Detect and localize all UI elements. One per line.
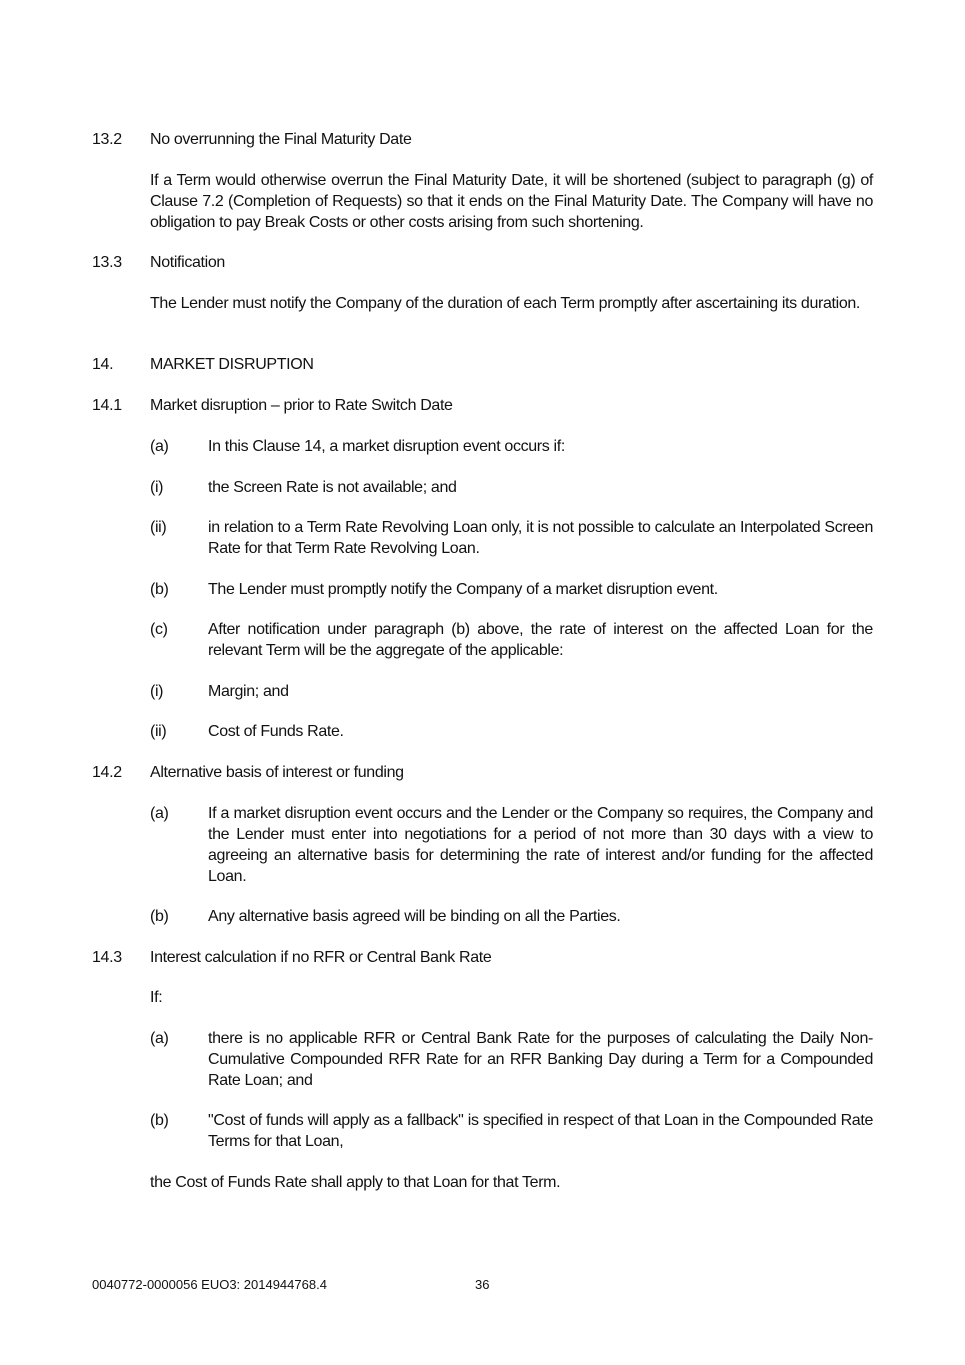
clause-number: 13.2 bbox=[92, 131, 122, 148]
item-label: (c) bbox=[150, 621, 168, 638]
item-label: (b) bbox=[150, 1112, 169, 1129]
item-text: Any alternative basis agreed will be binding on all the Parties. bbox=[208, 908, 621, 925]
clause-heading: Alternative basis of interest or funding bbox=[150, 764, 404, 781]
item-label: (i) bbox=[150, 479, 164, 496]
clause-text: If a Term would otherwise overrun the Final Maturity Date, it will be shortened (subject to paragraph (g) of Clause 7.2 (Completion of Requests) so that it ends on the Final Maturity Date. The Company will have no obligation to pay Break Costs or other costs arising from such shortening. bbox=[150, 172, 873, 231]
clause-number: 14.1 bbox=[92, 397, 122, 414]
item-text: in relation to a Term Rate Revolving Loan only, it is not possible to calculate an Interpolated Screen Rate for that Term Rate Revolving Loan. bbox=[208, 519, 873, 557]
item-label: (a) bbox=[150, 438, 169, 455]
clause-heading: Market disruption – prior to Rate Switch Date bbox=[150, 397, 453, 414]
item-text: In this Clause 14, a market disruption event occurs if: bbox=[208, 438, 565, 455]
item-text: The Lender must promptly notify the Company of a market disruption event. bbox=[208, 581, 718, 598]
item-label: (ii) bbox=[150, 519, 167, 536]
section-heading: MARKET DISRUPTION bbox=[150, 356, 314, 373]
document-reference: 0040772-0000056 EUO3: 2014944768.4 bbox=[92, 1277, 327, 1292]
item-text: Margin; and bbox=[208, 683, 289, 700]
item-text: After notification under paragraph (b) above, the rate of interest on the affected Loan for the relevant Term will be the aggregate of the applicable: bbox=[208, 621, 873, 659]
clause-heading: Notification bbox=[150, 254, 225, 271]
clause-text: The Lender must notify the Company of the duration of each Term promptly after ascertaining its duration. bbox=[150, 295, 861, 312]
item-text: the Screen Rate is not available; and bbox=[208, 479, 457, 496]
item-label: (a) bbox=[150, 1030, 169, 1047]
clause-number: 14.3 bbox=[92, 949, 122, 966]
clause-intro: If: bbox=[150, 989, 163, 1006]
clause-heading: No overrunning the Final Maturity Date bbox=[150, 131, 412, 148]
clause-number: 13.3 bbox=[92, 254, 122, 271]
clause-heading: Interest calculation if no RFR or Central Bank Rate bbox=[150, 949, 492, 966]
item-text: "Cost of funds will apply as a fallback" is specified in respect of that Loan in the Compounded Rate Terms for that Loan, bbox=[208, 1112, 873, 1150]
item-text: Cost of Funds Rate. bbox=[208, 723, 344, 740]
item-label: (a) bbox=[150, 805, 169, 822]
item-label: (b) bbox=[150, 581, 169, 598]
clause-number: 14.2 bbox=[92, 764, 122, 781]
item-text: there is no applicable RFR or Central Bank Rate for the purposes of calculating the Daily Non-Cumulative Compounded RFR Rate for an RFR Banking Day during a Term for a Compounded Rate Loan; and bbox=[208, 1030, 873, 1089]
clause-closing: the Cost of Funds Rate shall apply to that Loan for that Term. bbox=[150, 1174, 561, 1191]
item-label: (i) bbox=[150, 683, 164, 700]
item-label: (b) bbox=[150, 908, 169, 925]
item-text: If a market disruption event occurs and the Lender or the Company so requires, the Company and the Lender must enter into negotiations for a period of not more than 30 days with a view to agreeing an alternative basis for determining the rate of interest and/or funding for the affected Loan. bbox=[208, 805, 873, 885]
page-number: 36 bbox=[475, 1277, 490, 1292]
clause-number: 14. bbox=[92, 356, 114, 373]
item-label: (ii) bbox=[150, 723, 167, 740]
